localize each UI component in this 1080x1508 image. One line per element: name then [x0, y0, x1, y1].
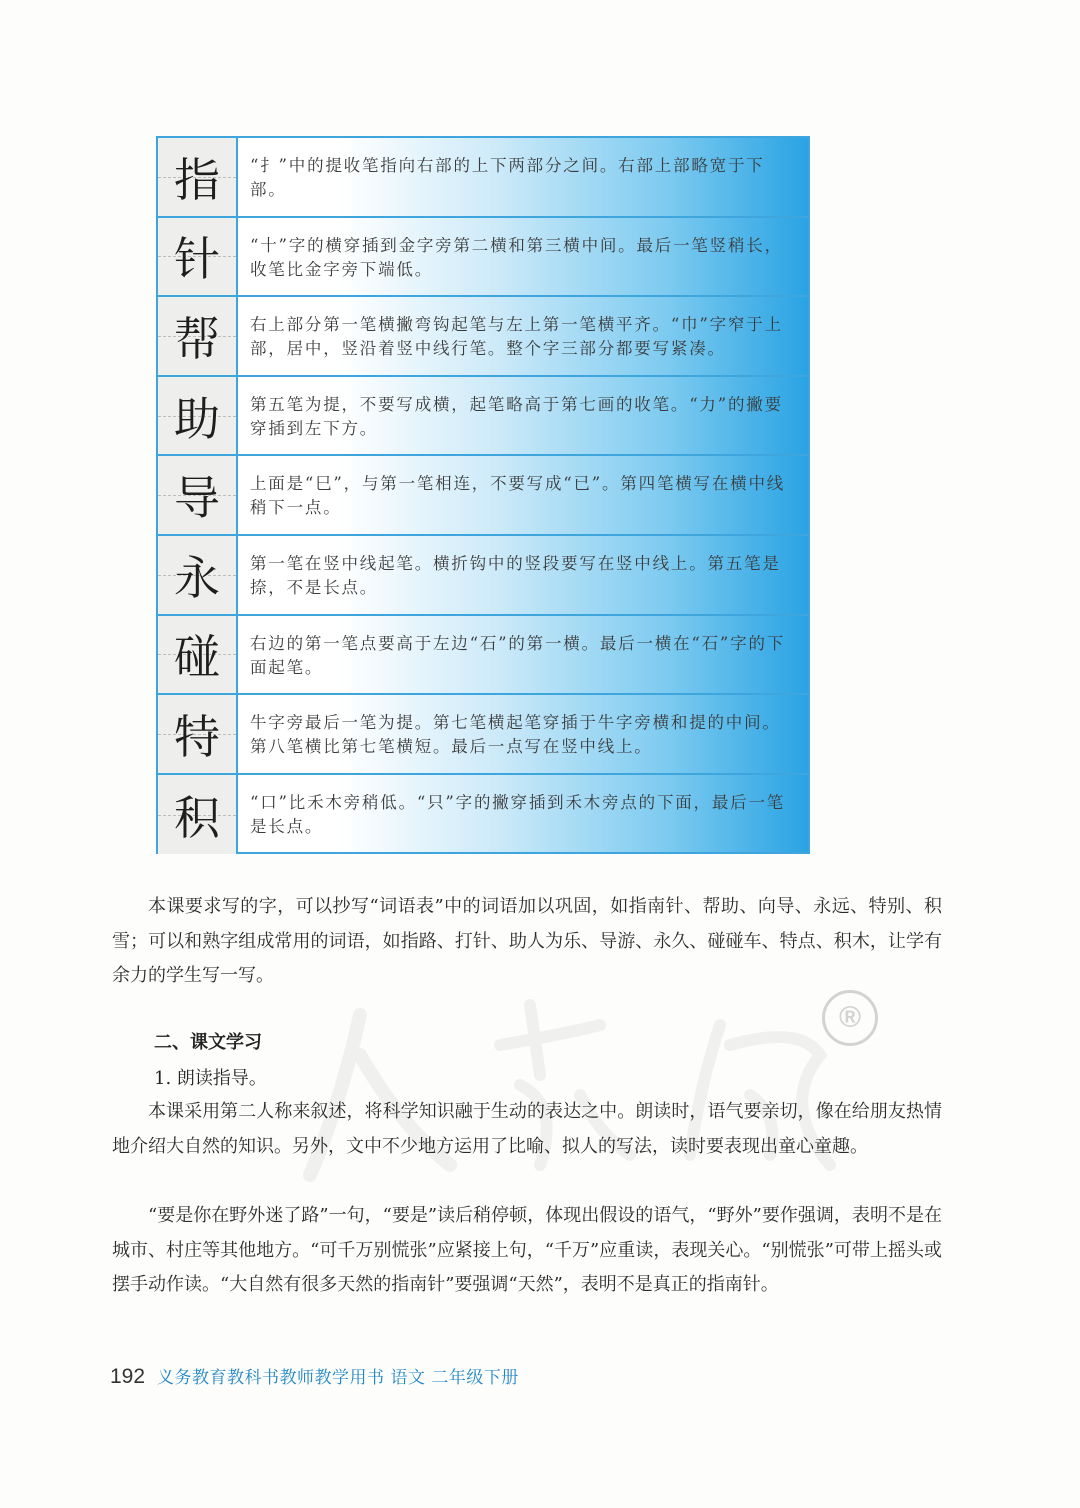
page-footer: [110, 1363, 519, 1389]
practice-character: 针: [174, 232, 220, 287]
practice-character: 积: [174, 790, 220, 845]
writing-tip: “扌”中的提收笔指向右部的上下两部分之间。右部上部略宽于下部。: [250, 156, 765, 199]
practice-character: 指: [174, 152, 220, 207]
char-row: [158, 218, 808, 298]
page-number: 192: [110, 1365, 146, 1388]
registered-mark-watermark: ®: [822, 990, 878, 1046]
char-grid-cell: [158, 695, 238, 773]
practice-character: 特: [174, 709, 220, 764]
char-row: [158, 377, 808, 457]
practice-character: 帮: [174, 311, 220, 366]
writing-tip: 上面是“巳”，与第一笔相连，不要写成“已”。第四笔横写在横中线稍下一点。: [250, 474, 786, 518]
char-grid-cell: [158, 616, 238, 694]
writing-practice-paragraph: 本课要求写的字，可以抄写“词语表”中的词语加以巩固，如指南针、帮助、向导、永远、特别、积雪；可以和熟字组成常用的词语，如指路、打针、助人为乐、导游、永久、碰碰车、特点、积木，让学有余力的学生写一写。: [112, 896, 942, 986]
char-row: [158, 297, 808, 377]
writing-tip: 右边的第一笔点要高于左边“石”的第一横。最后一横在“石”字的下面起笔。: [250, 633, 786, 677]
practice-character: 碰: [174, 630, 220, 685]
writing-tip: 第一笔在竖中线起笔。横折钩中的竖段要写在竖中线上。第五笔是捺，不是长点。: [250, 553, 781, 597]
char-grid-cell: [158, 775, 238, 855]
reading-guide-paragraph: 本课采用第二人称来叙述，将科学知识融于生动的表达之中。朗读时，语气要亲切，像在给朋友热情地介绍大自然的知识。另外，文中不少地方运用了比喻、拟人的写法，读时要表现出童心童趣。: [112, 1101, 942, 1157]
char-row: [158, 536, 808, 616]
writing-tip: 右上部分第一笔横撇弯钩起笔与左上第一笔横平齐。“巾”字窄于上部，居中，竖沿着竖中线行笔。整个字三部分都要写紧凑。: [250, 315, 783, 359]
character-writing-table: [156, 136, 810, 854]
writing-tip: “口”比禾木旁稍低。“只”字的撇穿插到禾木旁点的下面，最后一笔是长点。: [250, 792, 786, 836]
char-row: [158, 138, 808, 218]
practice-character: 助: [174, 391, 220, 446]
char-row: [158, 695, 808, 775]
section-heading: 二、课文学习: [154, 1032, 262, 1053]
char-grid-cell: [158, 218, 238, 296]
char-row: [158, 616, 808, 696]
char-grid-cell: [158, 138, 238, 216]
book-title: 义务教育教科书教师教学用书 语文 二年级下册: [157, 1368, 519, 1388]
char-grid-cell: [158, 456, 238, 534]
char-row: [158, 775, 808, 855]
writing-tip: “十”字的横穿插到金字旁第二横和第三横中间。最后一笔竖稍长，收笔比金字旁下端低。: [250, 235, 783, 279]
subsection-heading: 1. 朗读指导。: [154, 1068, 267, 1089]
writing-tip: 第五笔为提，不要写成横，起笔略高于第七画的收笔。“力”的撇要穿插到左下方。: [250, 394, 783, 438]
char-row: [158, 456, 808, 536]
char-grid-cell: [158, 536, 238, 614]
char-grid-cell: [158, 297, 238, 375]
practice-character: 导: [174, 471, 220, 526]
writing-tip: 牛字旁最后一笔为提。第七笔横起笔穿插于牛字旁横和提的中间。第八笔横比第七笔横短。最后一点写在竖中线上。: [250, 713, 781, 757]
reading-detail-paragraph: “要是你在野外迷了路”一句，“要是”读后稍停顿，体现出假设的语气，“野外”要作强调，表明不是在城市、村庄等其他地方。“可千万别慌张”应紧接上句，“千万”应重读，表现关心。“别慌张”可带上摇头或摆手动作读。“大自然有很多天然的指南针”要强调“天然”，表明不是真正的指南针。: [112, 1205, 942, 1295]
practice-character: 永: [174, 550, 220, 605]
char-grid-cell: [158, 377, 238, 455]
